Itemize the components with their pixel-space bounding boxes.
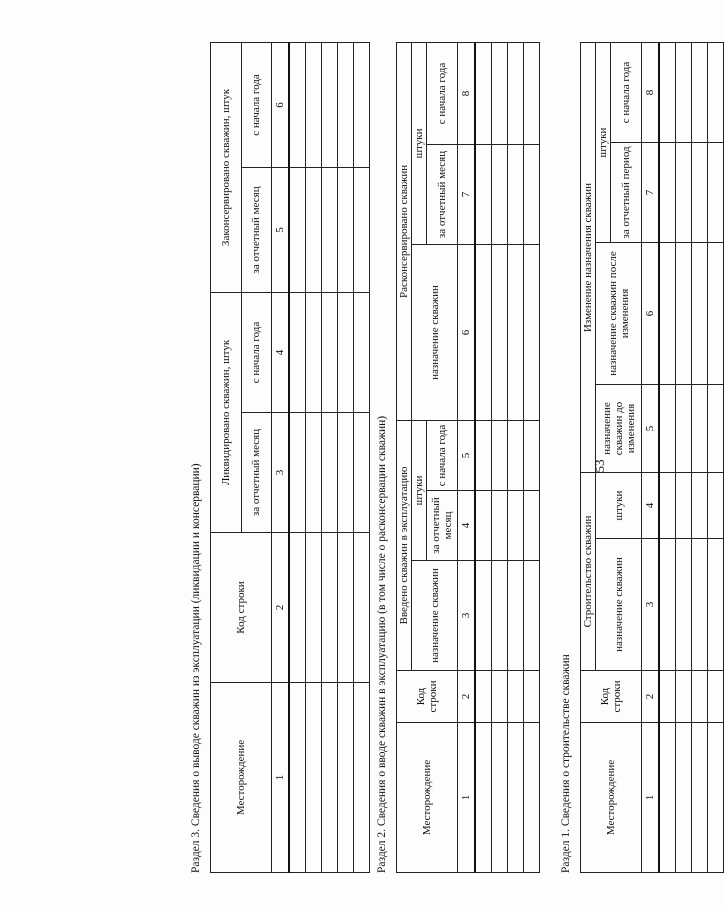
table-cell[interactable] [508, 420, 524, 490]
table-cell[interactable] [524, 42, 540, 144]
header-change-purpose: Изменение назначения скважин [581, 43, 596, 473]
header-purpose: назначение скважин [596, 539, 642, 671]
table-cell[interactable] [508, 144, 524, 244]
table-row [475, 42, 492, 872]
table-cell[interactable] [659, 473, 676, 539]
table-cell[interactable] [354, 413, 370, 533]
table-row [659, 43, 676, 873]
col-number: 8 [642, 43, 660, 143]
header-field: Месторождение [211, 683, 272, 873]
table-cell[interactable] [692, 143, 708, 243]
table-cell[interactable] [692, 671, 708, 723]
table-cell[interactable] [659, 671, 676, 723]
col-number: 2 [458, 671, 476, 723]
col-number: 4 [642, 473, 660, 539]
table-cell[interactable] [676, 43, 692, 143]
table-cell[interactable] [306, 533, 322, 683]
header-units-group: штуки [596, 43, 611, 243]
section-3 [190, 43, 370, 873]
col-number: 6 [272, 43, 290, 168]
table-cell[interactable] [676, 473, 692, 539]
table-cell[interactable] [508, 491, 524, 561]
table-cell[interactable] [338, 43, 354, 168]
header-reporting-month: за отчетный месяц [427, 491, 458, 561]
section-1 [560, 43, 724, 873]
table-cell[interactable] [338, 168, 354, 293]
header-row-code: Код строки [397, 671, 458, 723]
table-cell[interactable] [475, 671, 492, 723]
table-cell[interactable] [289, 413, 306, 533]
table-row [692, 43, 708, 873]
table-cell[interactable] [322, 533, 338, 683]
table-cell[interactable] [289, 683, 306, 873]
table-cell[interactable] [492, 144, 508, 244]
table-cell[interactable] [354, 683, 370, 873]
table-cell[interactable] [508, 42, 524, 144]
header-field: Месторождение [397, 723, 458, 873]
header-since-year-start: с начала года [427, 42, 458, 144]
table-cell[interactable] [338, 683, 354, 873]
table-cell[interactable] [692, 539, 708, 671]
table-cell[interactable] [289, 293, 306, 413]
table-cell[interactable] [338, 413, 354, 533]
section-3-title: Раздел 3. Сведения о выводе скважин из эксплуатации (ликвидации и консервации) [190, 463, 202, 873]
table-cell[interactable] [676, 539, 692, 671]
header-purpose-after: назначение скважин после изменения [596, 243, 642, 385]
section-3-table [210, 42, 370, 873]
col-number: 2 [272, 533, 290, 683]
table-cell[interactable] [692, 473, 708, 539]
table-cell[interactable] [524, 561, 540, 671]
col-number: 8 [458, 42, 476, 144]
table-cell[interactable] [306, 43, 322, 168]
table-cell[interactable] [659, 723, 676, 873]
table-cell[interactable] [289, 168, 306, 293]
table-cell[interactable] [508, 723, 524, 873]
col-number: 1 [458, 723, 476, 873]
table-cell[interactable] [659, 143, 676, 243]
col-number: 7 [458, 144, 476, 244]
table-cell[interactable] [524, 144, 540, 244]
table-cell[interactable] [475, 244, 492, 420]
col-number: 5 [272, 168, 290, 293]
col-number: 1 [642, 723, 660, 873]
table-cell[interactable] [306, 293, 322, 413]
section-1-table [580, 42, 724, 873]
header-since-year-start: с начала года [611, 43, 642, 143]
section-2-title: Раздел 2. Сведения о вводе скважин в эксплуатацию (в том числе о расконсервации скважин) [376, 415, 388, 873]
table-cell[interactable] [354, 533, 370, 683]
table-row [354, 43, 370, 873]
header-reactivated: Расконсервировано скважин [397, 42, 412, 420]
col-number: 3 [272, 413, 290, 533]
table-cell[interactable] [659, 385, 676, 473]
table-cell[interactable] [322, 43, 338, 168]
table-row [676, 43, 692, 873]
table-cell[interactable] [524, 671, 540, 723]
header-units-group: штуки [412, 42, 427, 244]
table-cell[interactable] [322, 683, 338, 873]
table-cell[interactable] [676, 723, 692, 873]
table-cell[interactable] [306, 683, 322, 873]
table-row [508, 42, 524, 872]
col-number: 3 [642, 539, 660, 671]
table-row [708, 43, 724, 873]
table-cell[interactable] [708, 143, 724, 243]
header-row-code: Код строки [581, 671, 642, 723]
col-number: 4 [458, 491, 476, 561]
table-cell[interactable] [708, 671, 724, 723]
table-cell[interactable] [659, 243, 676, 385]
table-cell[interactable] [676, 243, 692, 385]
table-cell[interactable] [492, 723, 508, 873]
header-since-year-start: с начала года [427, 420, 458, 490]
header-units: штуки [596, 473, 642, 539]
table-cell[interactable] [492, 42, 508, 144]
table-cell[interactable] [708, 243, 724, 385]
table-cell[interactable] [692, 723, 708, 873]
table-cell[interactable] [475, 420, 492, 490]
table-cell[interactable] [492, 244, 508, 420]
table-cell[interactable] [338, 533, 354, 683]
table-cell[interactable] [354, 293, 370, 413]
header-liquidated: Ликвидировано скважин, штук [211, 293, 242, 533]
table-row [338, 43, 354, 873]
section-2 [376, 43, 540, 873]
table-cell[interactable] [692, 43, 708, 143]
table-cell[interactable] [508, 561, 524, 671]
table-cell[interactable] [708, 723, 724, 873]
header-conserved: Законсервировано скважин, штук [211, 43, 242, 293]
table-cell[interactable] [492, 491, 508, 561]
section-2-table [396, 42, 540, 873]
header-since-year-start: с начала года [241, 293, 272, 413]
header-row-code: Код строки [211, 533, 272, 683]
header-reporting-month: за отчетный месяц [427, 144, 458, 244]
col-number: 5 [458, 420, 476, 490]
col-number: 7 [642, 143, 660, 243]
col-number: 5 [642, 385, 660, 473]
header-units-group: штуки [412, 420, 427, 560]
table-row [322, 43, 338, 873]
header-since-year-start: с начала года [241, 43, 272, 168]
col-number: 2 [642, 671, 660, 723]
header-reporting-month: за отчетный месяц [241, 168, 272, 293]
col-number: 1 [272, 683, 290, 873]
table-cell[interactable] [692, 385, 708, 473]
table-cell[interactable] [475, 42, 492, 144]
table-cell[interactable] [524, 420, 540, 490]
table-cell[interactable] [708, 473, 724, 539]
table-cell[interactable] [322, 293, 338, 413]
table-cell[interactable] [475, 491, 492, 561]
header-construction: Строительство скважин [581, 473, 596, 671]
table-cell[interactable] [708, 385, 724, 473]
col-number: 6 [458, 244, 476, 420]
table-cell[interactable] [708, 43, 724, 143]
table-cell[interactable] [524, 491, 540, 561]
table-row [289, 43, 306, 873]
table-cell[interactable] [475, 144, 492, 244]
table-cell[interactable] [354, 43, 370, 168]
table-cell[interactable] [708, 539, 724, 671]
table-row [492, 42, 508, 872]
col-number: 3 [458, 561, 476, 671]
table-cell[interactable] [659, 43, 676, 143]
table-cell[interactable] [289, 43, 306, 168]
header-field: Месторождение [581, 723, 642, 873]
section-1-title: Раздел 1. Сведения о строительстве скважин [560, 654, 572, 873]
table-cell[interactable] [676, 143, 692, 243]
table-cell[interactable] [475, 723, 492, 873]
table-cell[interactable] [508, 244, 524, 420]
table-cell[interactable] [492, 671, 508, 723]
table-cell[interactable] [676, 385, 692, 473]
table-cell[interactable] [306, 413, 322, 533]
table-cell[interactable] [338, 293, 354, 413]
table-cell[interactable] [492, 561, 508, 671]
table-cell[interactable] [322, 168, 338, 293]
table-cell[interactable] [659, 539, 676, 671]
table-cell[interactable] [322, 413, 338, 533]
table-cell[interactable] [508, 671, 524, 723]
table-row [306, 43, 322, 873]
table-cell[interactable] [524, 244, 540, 420]
col-number: 4 [272, 293, 290, 413]
col-number: 6 [642, 243, 660, 385]
header-purpose: назначение скважин [412, 561, 458, 671]
header-purpose-before: назначение скважин до изменения [596, 385, 642, 473]
table-cell[interactable] [492, 420, 508, 490]
header-commissioned: Введено скважин в эксплуатацию [397, 420, 412, 670]
table-cell[interactable] [676, 671, 692, 723]
table-cell[interactable] [354, 168, 370, 293]
header-reporting-month: за отчетный месяц [241, 413, 272, 533]
table-row [524, 42, 540, 872]
header-reporting-period: за отчетный период [611, 143, 642, 243]
table-cell[interactable] [306, 168, 322, 293]
table-cell[interactable] [692, 243, 708, 385]
table-cell[interactable] [475, 561, 492, 671]
header-purpose: назначение скважин [412, 244, 458, 420]
table-cell[interactable] [524, 723, 540, 873]
table-cell[interactable] [289, 533, 306, 683]
page-number: 53 [592, 459, 607, 473]
